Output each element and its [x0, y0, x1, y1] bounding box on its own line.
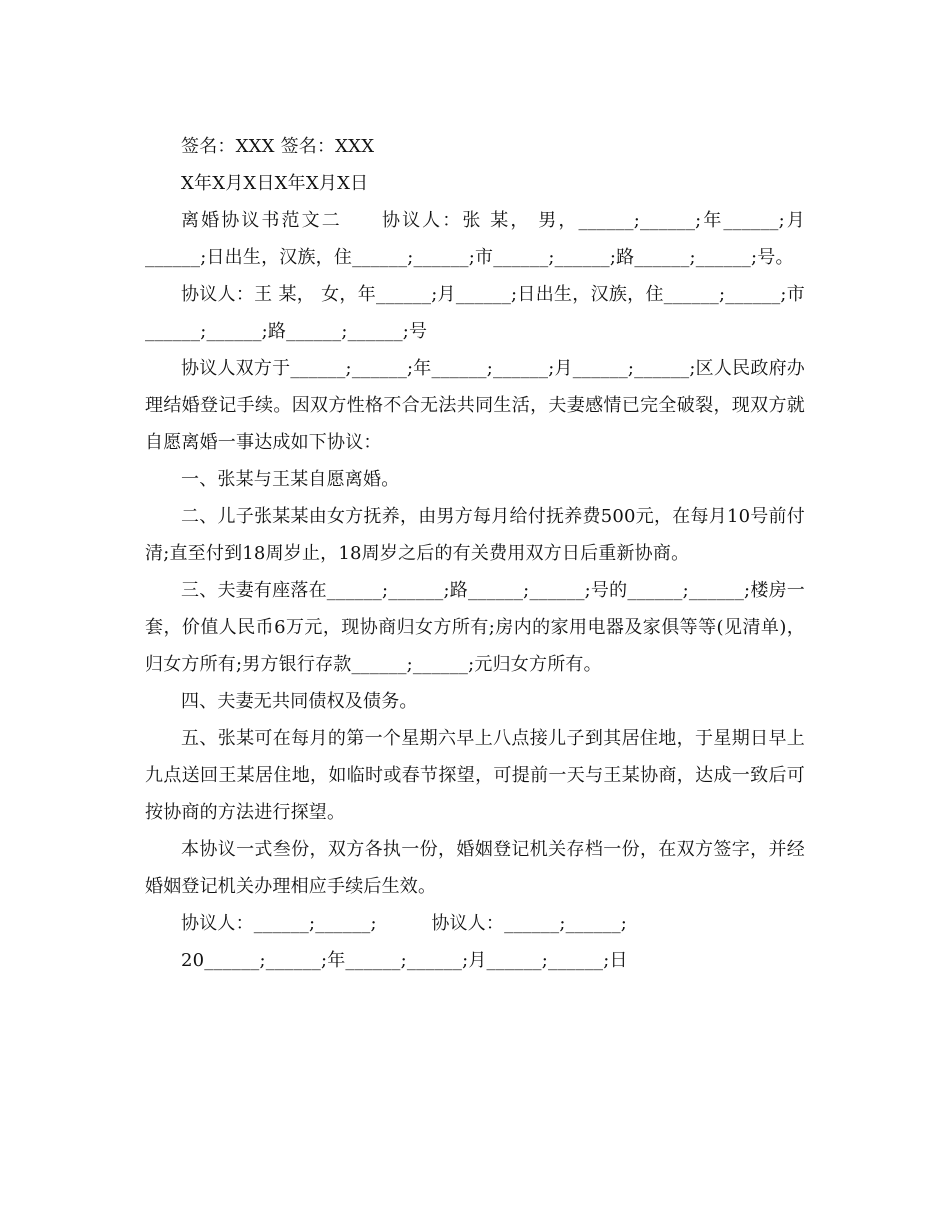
clause-4: 四、夫妻无共同债权及债务。	[181, 691, 418, 712]
clause-2: 二、儿子张某某由女方抚养，由男方每月给付抚养费500元，在每月10号前付清;直至付到18周岁止，18周岁之后的有关费用双方日后重新协商。	[145, 506, 805, 564]
date-line: 20______;______;年______;______;月______;______;日	[181, 950, 628, 971]
clause-5: 五、张某可在每月的第一个星期六早上八点接儿子到其居住地，于星期日早上九点送回王某居住地，如临时或春节探望，可提前一天与王某协商，达成一致后可按协商的方法进行探望。	[145, 728, 805, 823]
document-body	[145, 128, 805, 979]
signature-date-line: X年X月X日X年X月X日	[181, 173, 369, 194]
parties-signature-line: 协议人：______;______; 协议人：______;______;	[181, 913, 628, 934]
party-a-info: 离婚协议书范文二 协议人：张 某， 男，______;______;年______;月______;日出生，汉族，住______;______;市______;______;路______;______;号。	[145, 210, 805, 268]
signature-line: 签名：XXX 签名：XXX	[181, 136, 375, 157]
validity-paragraph: 本协议一式叁份，双方各执一份，婚姻登记机关存档一份，在双方签字，并经婚姻登记机关办理相应手续后生效。	[145, 839, 805, 897]
clause-1: 一、张某与王某自愿离婚。	[181, 469, 400, 490]
party-b-info: 协议人：王 某， 女，年______;月______;日出生，汉族，住______;______;市______;______;路______;______;号	[145, 284, 805, 342]
marriage-registration-paragraph: 协议人双方于______;______;年______;______;月______;______;区人民政府办理结婚登记手续。因双方性格不合无法共同生活，夫妻感情已完全破裂，现双方就自愿离婚一事达成如下协议：	[145, 358, 805, 453]
clause-3: 三、夫妻有座落在______;______;路______;______;号的______;______;楼房一套，价值人民币6万元，现协商归女方所有;房内的家用电器及家俱等等(见清单)，归女方所有;男方银行存款______;______;元归女方所有。	[145, 580, 805, 675]
